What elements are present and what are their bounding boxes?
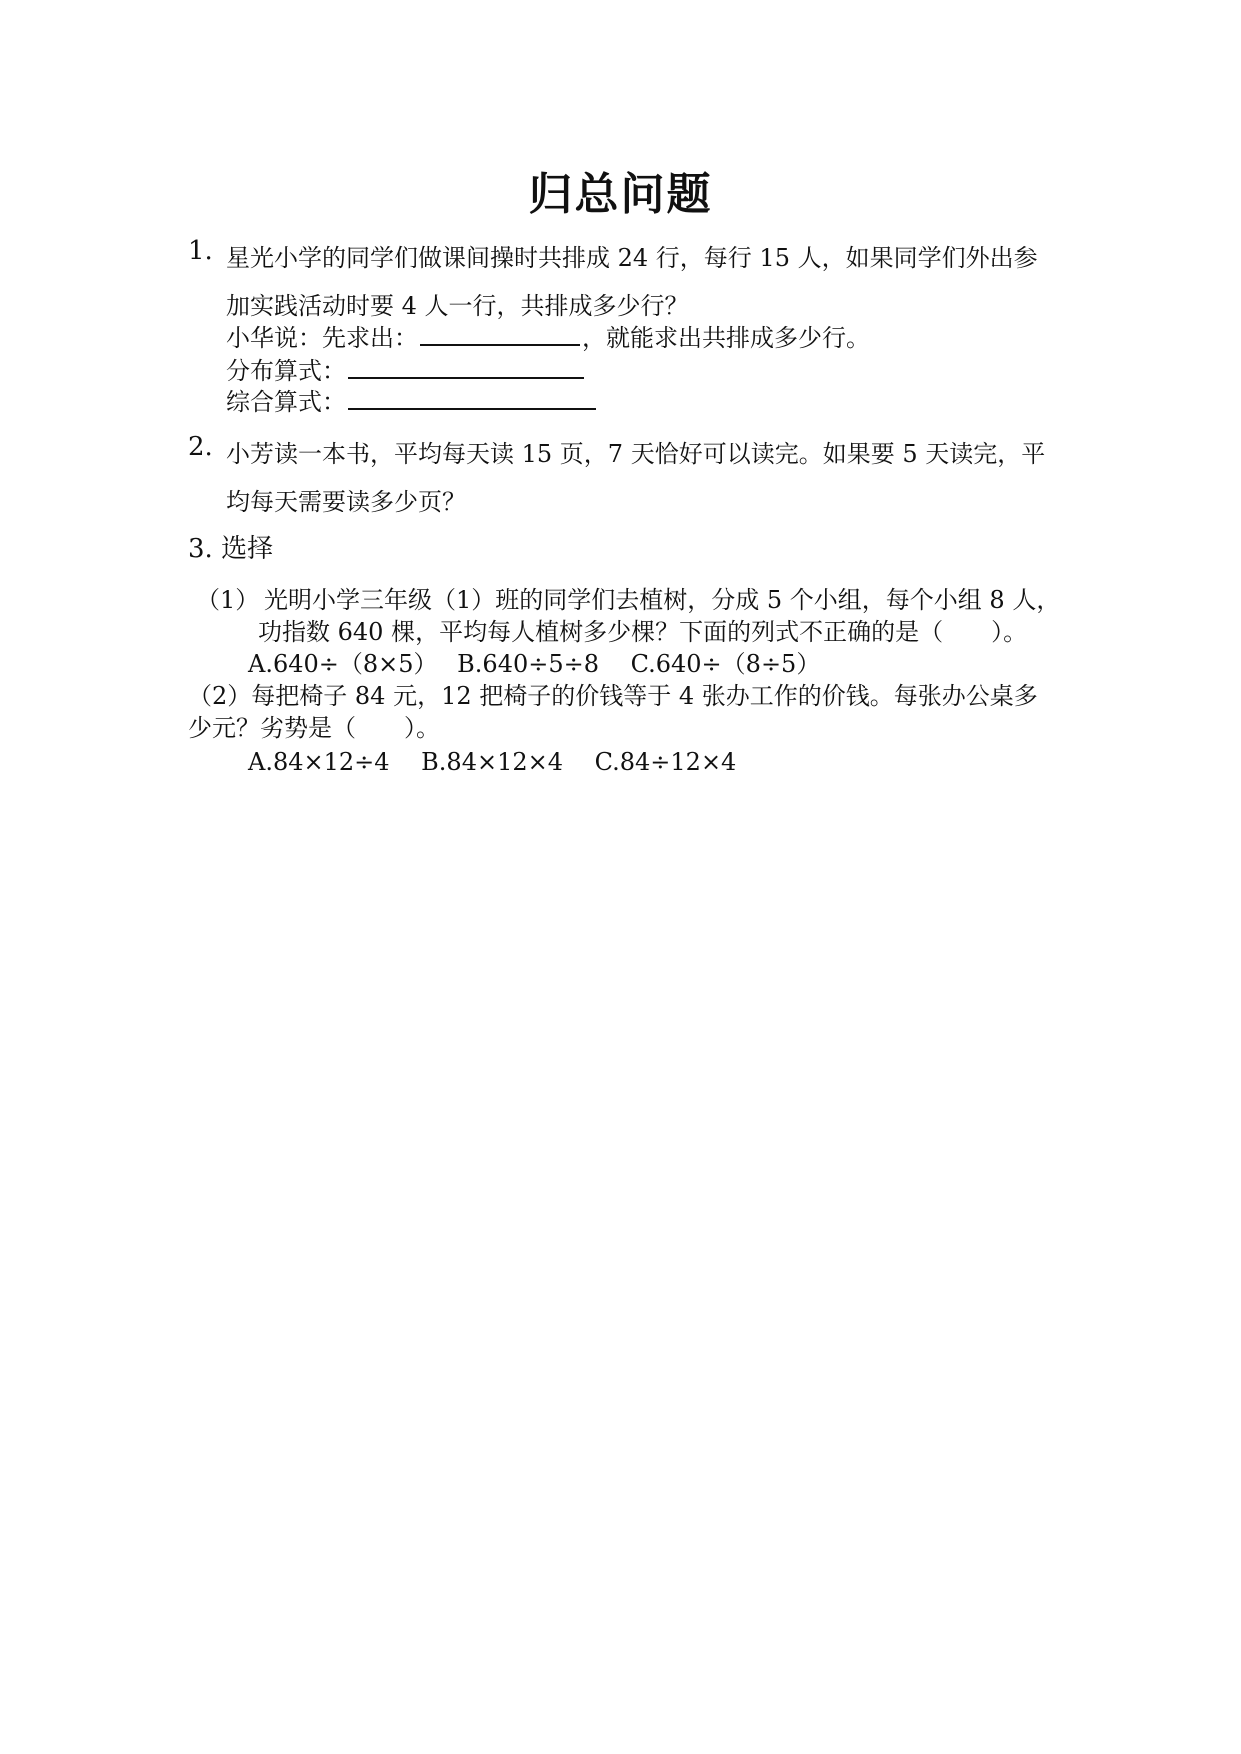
sub-question-2-line-2: 少元？劣势是（ ）。 [188,714,440,742]
question-1-line-1: 星光小学的同学们做课间操时共排成 24 行，每行 15 人，如果同学们外出参 [226,244,1038,272]
hint-prefix: 小华说：先求出： [226,324,418,352]
question-1-hint [226,318,870,353]
hint-answer-blank[interactable] [420,322,580,346]
question-1-number: 1. [188,236,213,266]
step-formula-row [226,351,586,386]
question-2-line-1: 小芳读一本书，平均每天读 15 页，7 天恰好可以读完。如果要 5 天读完，平 [226,440,1046,468]
sub-question-2-options: A.84×12÷4 B.84×12×4 C.84÷12×4 [248,748,737,776]
sub-question-1-line-1: 光明小学三年级（1）班的同学们去植树，分成 5 个小组，每个小组 8 人， [264,586,1061,614]
sub-question-1-label: （1） [196,586,260,614]
sub-question-1-line-2: 功指数 640 棵，平均每人植树多少棵？下面的列式不正确的是（ ）。 [258,618,1028,646]
sub-question-1-options: A.640÷（8×5） B.640÷5÷8 C.640÷（8÷5） [248,650,821,678]
sub-question-2-line-1: （2）每把椅子 84 元，12 把椅子的价钱等于 4 张办工作的价钱。每张办公桌多 [188,682,1038,710]
hint-suffix: ，就能求出共排成多少行。 [582,324,870,352]
page-title: 归总问题 [528,169,713,220]
step-formula-blank[interactable] [348,355,584,379]
combined-formula-row [226,382,598,417]
step-formula-label: 分布算式： [226,357,346,385]
combined-formula-label: 综合算式： [226,388,346,416]
question-2-number: 2. [188,432,213,462]
question-2-line-2: 均每天需要读多少页？ [226,488,466,516]
question-1-line-2: 加实践活动时要 4 人一行，共排成多少行？ [226,292,689,320]
question-3-heading: 3. 选择 [188,534,274,564]
combined-formula-blank[interactable] [348,386,596,410]
